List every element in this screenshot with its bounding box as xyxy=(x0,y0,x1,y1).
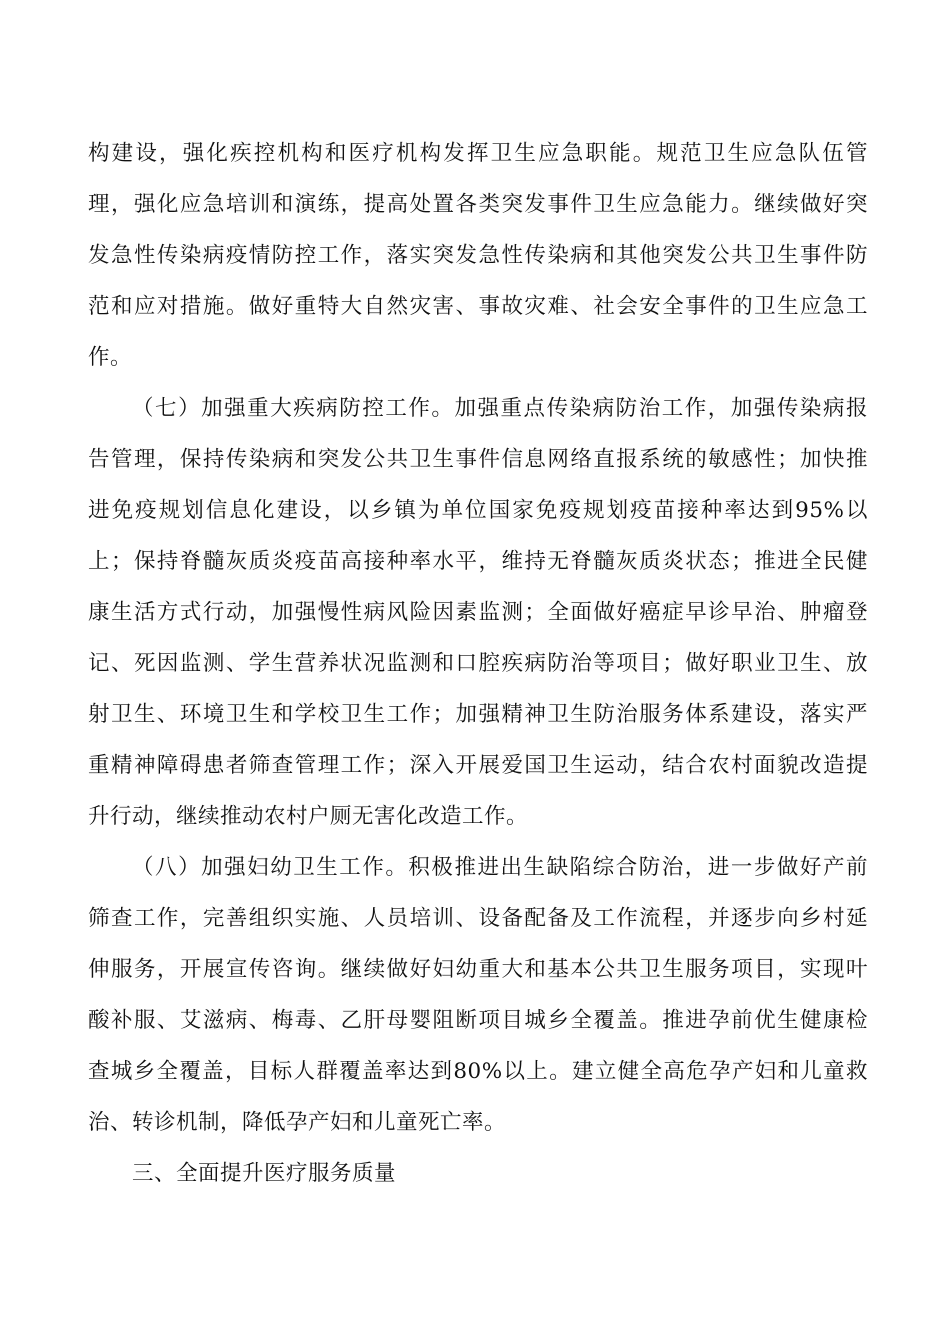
paragraph-line: 射卫生、环境卫生和学校卫生工作；加强精神卫生防治服务体系建设，落实严 xyxy=(88,702,868,727)
paragraph-line: 范和应对措施。做好重特大自然灾害、事故灾难、社会安全事件的卫生应急工 xyxy=(88,294,868,319)
paragraph-line: 构建设，强化疾控机构和医疗机构发挥卫生应急职能。规范卫生应急队伍管 xyxy=(88,141,868,166)
paragraph-line: 理，强化应急培训和演练，提高处置各类突发事件卫生应急能力。继续做好突 xyxy=(88,192,868,217)
paragraph-line: 上；保持脊髓灰质炎疫苗高接种率水平，维持无脊髓灰质炎状态；推进全民健 xyxy=(88,549,868,574)
section-heading: 三、全面提升医疗服务质量 xyxy=(132,1161,397,1186)
paragraph-line: 康生活方式行动，加强慢性病风险因素监测；全面做好癌症早诊早治、肿瘤登 xyxy=(88,600,868,625)
paragraph-line: 筛查工作，完善组织实施、人员培训、设备配备及工作流程，并逐步向乡村延 xyxy=(88,906,868,931)
paragraph-line: 酸补服、艾滋病、梅毒、乙肝母婴阻断项目城乡全覆盖。推进孕前优生健康检 xyxy=(88,1008,868,1033)
paragraph-line: 作。 xyxy=(88,345,133,370)
paragraph-line: （七）加强重大疾病防控工作。加强重点传染病防治工作，加强传染病报 xyxy=(132,396,868,421)
paragraph-line: 查城乡全覆盖，目标人群覆盖率达到80%以上。建立健全高危孕产妇和儿童救 xyxy=(88,1059,868,1084)
paragraph-line: 告管理，保持传染病和突发公共卫生事件信息网络直报系统的敏感性；加快推 xyxy=(88,447,868,472)
paragraph-line: 治、转诊机制，降低孕产妇和儿童死亡率。 xyxy=(88,1110,507,1135)
paragraph-line: 升行动，继续推动农村户厕无害化改造工作。 xyxy=(88,804,529,829)
paragraph-line: 发急性传染病疫情防控工作，落实突发急性传染病和其他突发公共卫生事件防 xyxy=(88,243,868,268)
document-page xyxy=(88,128,868,1199)
paragraph-line: 记、死因监测、学生营养状况监测和口腔疾病防治等项目；做好职业卫生、放 xyxy=(88,651,868,676)
paragraph-line: 伸服务，开展宣传咨询。继续做好妇幼重大和基本公共卫生服务项目，实现叶 xyxy=(88,957,868,982)
paragraph-line: （八）加强妇幼卫生工作。积极推进出生缺陷综合防治，进一步做好产前 xyxy=(132,855,868,880)
paragraph-line: 进免疫规划信息化建设，以乡镇为单位国家免疫规划疫苗接种率达到95%以 xyxy=(88,498,868,523)
paragraph-line: 重精神障碍患者筛查管理工作；深入开展爱国卫生运动，结合农村面貌改造提 xyxy=(88,753,868,778)
